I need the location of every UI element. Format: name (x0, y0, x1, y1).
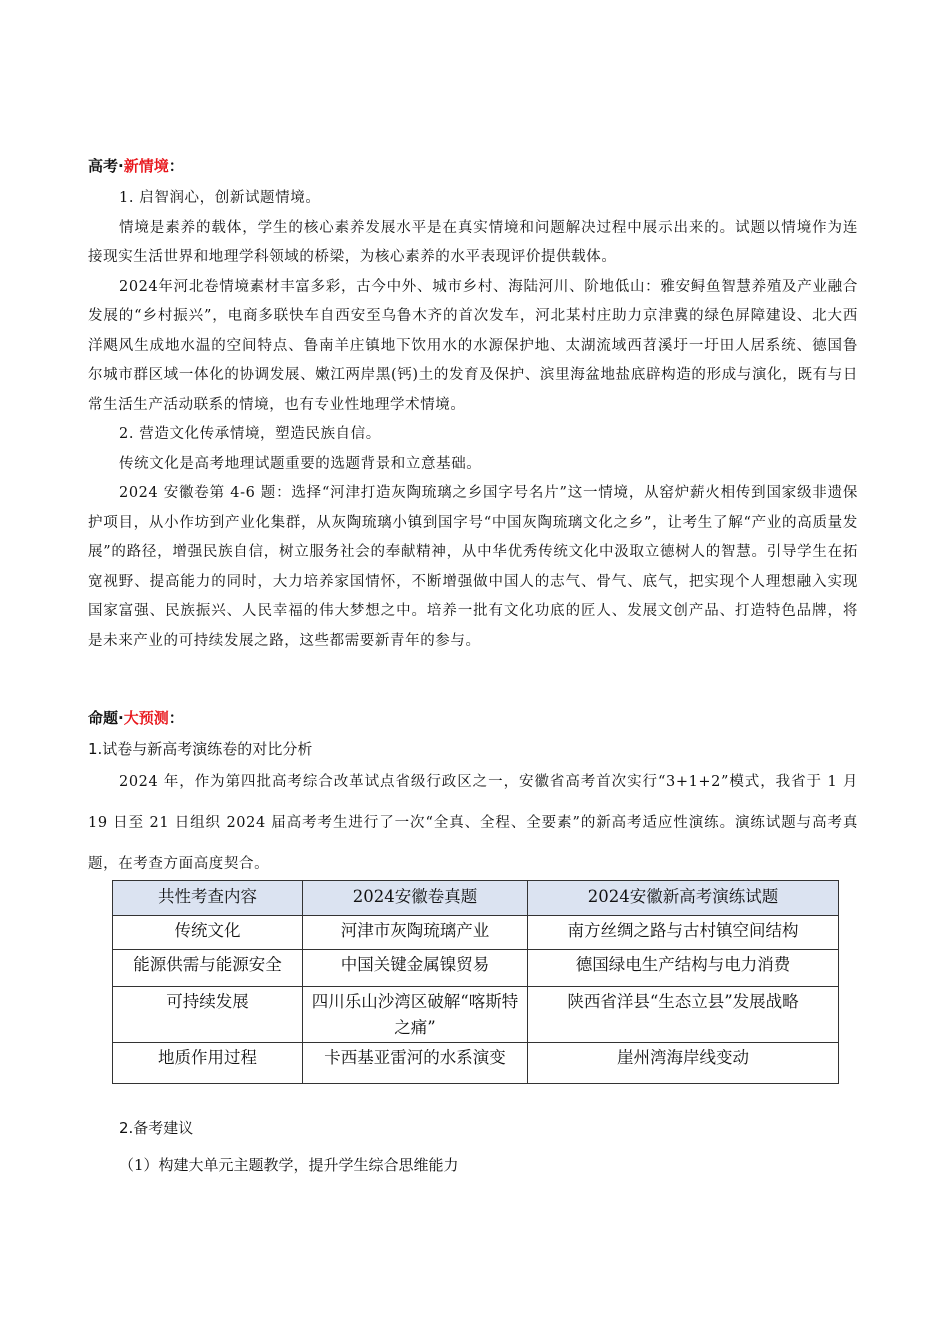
comparison-table (112, 880, 839, 1084)
table-cell: 卡西基亚雷河的水系演变 (303, 1043, 528, 1084)
table-row (113, 950, 839, 987)
table-cell: 陕西省洋县“生态立县”发展战略 (528, 987, 839, 1043)
table-cell: 地质作用过程 (113, 1043, 303, 1084)
section-title-suffix: ： (168, 709, 184, 727)
table-row (113, 1043, 839, 1084)
section-title-gaokao (88, 155, 184, 176)
table-cell: 能源供需与能源安全 (113, 950, 303, 987)
section-title-highlight: 新情境 (123, 157, 169, 175)
item2-paragraph-2: 2024 安徽卷第 4-6 题：选择“河津打造灰陶琉璃之乡国字号名片”这一情境，从窑炉薪火相传到国家级非遗保护项目，从小作坊到产业化集群，从灰陶琉璃小镇到国字号“中国灰陶琉璃文化之乡”，让考生了解“产业的高质量发展”的路径，增强民族自信，树立服务社会的奉献精神，从中华优秀传统文化中汲取立德树人的智慧。引导学生在拓宽视野、提高能力的同时，大力培养家国情怀，不断增强做中国人的志气、骨气、底气，把实现个人理想融入实现国家富强、民族振兴、人民幸福的伟大梦想之中。培养一批有文化功底的匠人、发展文创产品、打造特色品牌，将是未来产业的可持续发展之路，这些都需要新青年的参与。 (88, 485, 858, 649)
table-cell: 传统文化 (113, 916, 303, 950)
table-header-cell: 共性考查内容 (113, 881, 303, 916)
subsection-2-title: 2.备考建议 (119, 1119, 194, 1137)
item1-title: 1. 启智润心，创新试题情境。 (119, 190, 321, 206)
table-header-row (113, 881, 839, 916)
table-header-cell: 2024安徽卷真题 (303, 881, 528, 916)
table-cell: 河津市灰陶琉璃产业 (303, 916, 528, 950)
section-title-suffix: ： (168, 157, 184, 175)
table-cell: 崖州湾海岸线变动 (528, 1043, 839, 1084)
item1-paragraph-2: 2024年河北卷情境素材丰富多彩，古今中外、城市乡村、海陆河川、阶地低山：雅安鲟鱼智慧养殖及产业融合发展的“乡村振兴”，电商多联快车自西安至乌鲁木齐的首次发车，河北某村庄助力京津冀的绿色屏障建设、北大西洋飓风生成地水温的空间特点、鲁南羊庄镇地下饮用水的水源保护地、太湖流域西苕溪圩一圩田人居系统、德国鲁尔城市群区域一体化的协调发展、嫩江两岸黑(钙)土的发育及保护、滨里海盆地盐底辟构造的形成与演化，既有与日常生活生产活动联系的情境，也有专业性地理学术情境。 (88, 278, 858, 413)
subsection-1-title: 1.试卷与新高考演练卷的对比分析 (88, 740, 313, 758)
table-row (113, 987, 839, 1043)
subsection-1-paragraph (88, 762, 858, 885)
table-cell: 可持续发展 (113, 987, 303, 1043)
section-title-prefix: 命题· (88, 709, 124, 727)
item2-paragraph-1: 传统文化是高考地理试题重要的选题背景和立意基础。 (119, 455, 482, 472)
table-cell: 中国关键金属镍贸易 (303, 950, 528, 987)
table-header-cell: 2024安徽新高考演练试题 (528, 881, 839, 916)
comparison-paragraph: 2024 年，作为第四批高考综合改革试点省级行政区之一，安徽省高考首次实行“3+1+2”模式，我省于 1 月 19 日至 21 日组织 2024 届高考考生进行了一次“全真、全程、全要素”的新高考适应性演练。演练试题与高考真题，在考查方面高度契合。 (88, 774, 858, 872)
section1-body (88, 184, 858, 656)
table-row (113, 916, 839, 950)
table-cell: 德国绿电生产结构与电力消费 (528, 950, 839, 987)
item2-title: 2. 营造文化传承情境，塑造民族自信。 (119, 426, 381, 442)
table-cell: 南方丝绸之路与古村镇空间结构 (528, 916, 839, 950)
section-title-mingti (88, 707, 184, 728)
item1-paragraph-1: 情境是素养的载体，学生的核心素养发展水平是在真实情境和问题解决过程中展示出来的。试题以情境作为连接现实生活世界和地理学科领域的桥梁，为核心素养的水平表现评价提供载体。 (88, 219, 858, 265)
subsection-2-item-1: （1）构建大单元主题教学，提升学生综合思维能力 (119, 1156, 459, 1174)
section-title-prefix: 高考· (88, 157, 124, 175)
section-title-highlight: 大预测 (123, 709, 169, 727)
table-cell: 四川乐山沙湾区破解“喀斯特之痛” (303, 987, 528, 1043)
